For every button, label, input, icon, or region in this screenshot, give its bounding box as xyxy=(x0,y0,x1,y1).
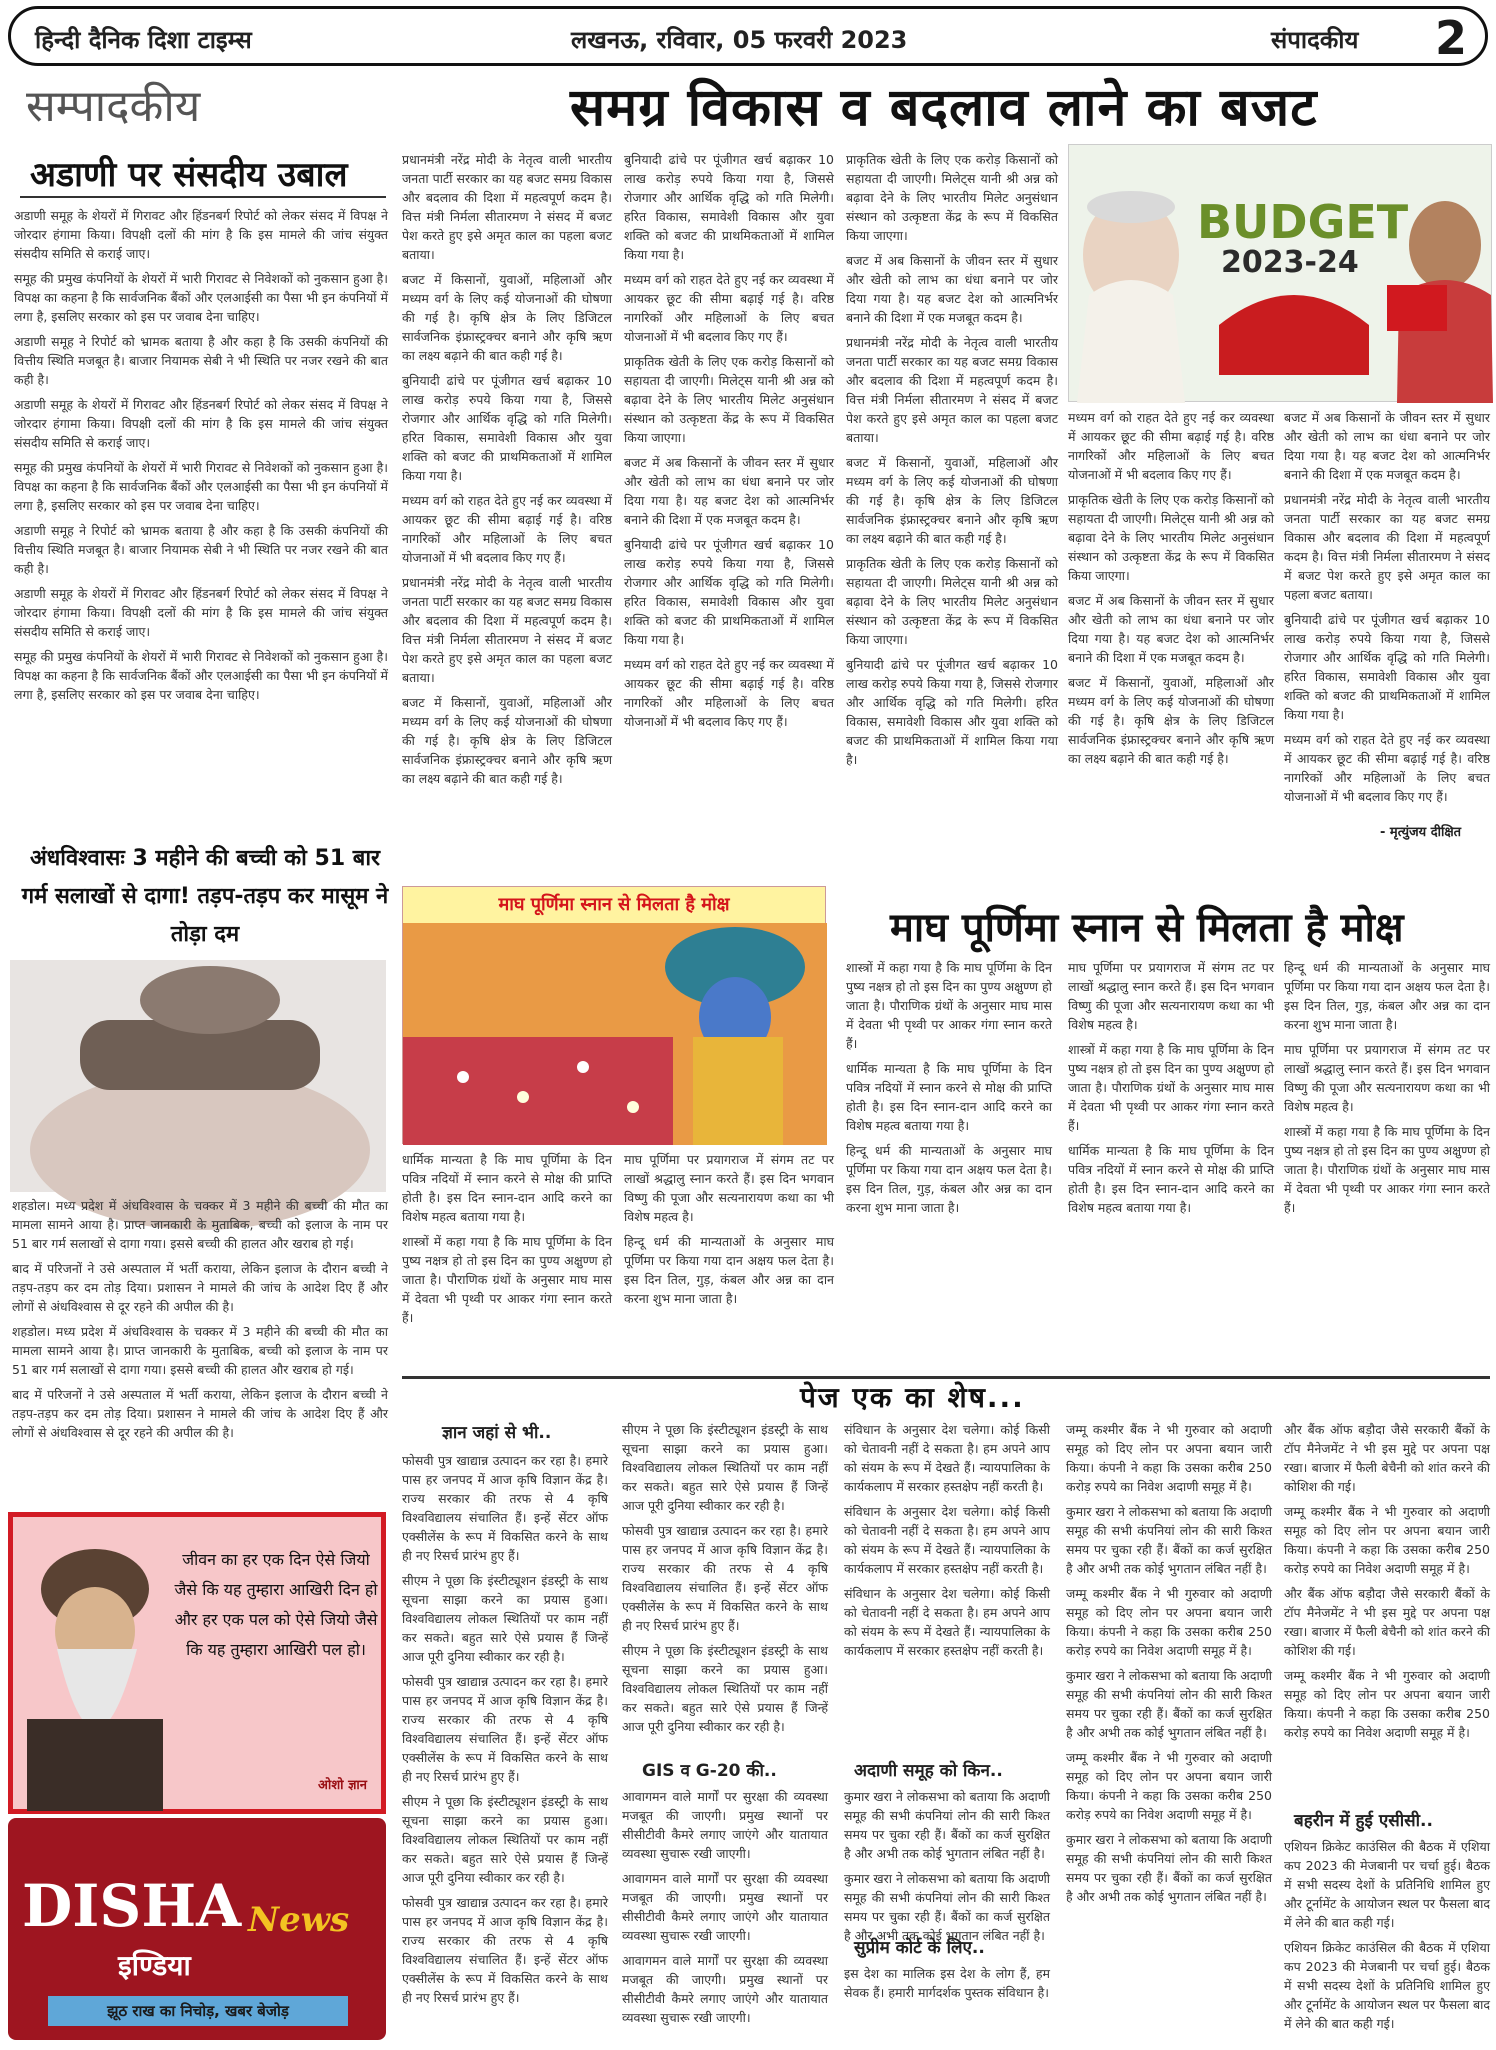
budget-byline: - मृत्युंजय दीक्षित xyxy=(1380,825,1462,840)
paragraph: बजट में अब किसानों के जीवन स्तर में सुधार और खेती को लाभ का धंधा बनाने पर जोर दिया गया है। यह बजट देश को आत्मनिर्भर बनाने की दिशा में एक मजबूत कदम है। xyxy=(1284,410,1490,482)
paragraph: आवागमन वाले मार्गों पर सुरक्षा की व्यवस्था मजबूत की जाएगी। प्रमुख स्थानों पर सीसीटीवी कैमरे लगाए जाएंगे और यातायात व्यवस्था सुचारू रखी जाएगी। xyxy=(622,1789,828,1861)
paragraph: शहडोल। मध्य प्रदेश में अंधविश्वास के चक्कर में 3 महीने की बच्ची की मौत का मामला सामने आया है। प्राप्त जानकारी के मुताबिक, बच्ची को इलाज के नाम पर 51 बार गर्म सलाखों से दागा गया। इससे बच्ची की हालत और खराब हो गई। xyxy=(12,1198,388,1251)
osho-portrait xyxy=(17,1519,167,1811)
divider xyxy=(20,196,386,198)
continued-col-5 xyxy=(1284,1420,1490,2040)
continued-text xyxy=(844,1420,1050,1750)
paragraph: हिन्दू धर्म की मान्यताओं के अनुसार माघ पूर्णिमा पर किया गया दान अक्षय फल देता है। इस दिन तिल, गुड़, कंबल और अन्न का दान करना शुभ माना जाता है। xyxy=(846,1143,1052,1215)
continued-col-1 xyxy=(402,1420,608,2040)
paragraph: एशियन क्रिकेट काउंसिल की बैठक में एशिया कप 2023 की मेजबानी पर चर्चा हुई। बैठक में सभी सदस्य देशों के प्रतिनिधि शामिल हुए और टूर्नामेंट के आयोजन स्थल पर फैसला बाद में लेने की बात कही गई। xyxy=(1284,1839,1490,1930)
paper-name: हिन्दी दैनिक दिशा टाइम्स xyxy=(35,26,252,54)
paragraph: सीएम ने पूछा कि इंस्टीट्यूशन इंडस्ट्री के साथ सूचना साझा करने का प्रयास हुआ। विश्वविद्यालय लोकल स्थितियों पर काम नहीं कर सकते। बहुत सारे ऐसे प्रयास हैं जिन्हें आज पूरी दुनिया स्वीकार कर रही है। xyxy=(402,1794,608,1885)
continued-text xyxy=(622,1787,828,2027)
paragraph: संविधान के अनुसार देश चलेगा। कोई किसी को चेतावनी नहीं दे सकता है। हम अपने आप को संयम के रूप में देखते हैं। न्यायपालिका के कार्यकलाप में सरकार हस्तक्षेप नहीं करती है। xyxy=(844,1422,1050,1494)
paragraph: बुनियादी ढांचे पर पूंजीगत खर्च बढ़ाकर 10 लाख करोड़ रुपये किया गया है, जिससे रोजगार और आर्थिक वृद्धि को गति मिलेगी। हरित विकास, समावेशी विकास और युवा शक्ति को बजट की प्राथमिकताओं में शामिल किया गया है। xyxy=(624,152,834,262)
maagh-col-2 xyxy=(624,1150,834,1372)
adani-headline: अडाणी पर संसदीय उबाल xyxy=(30,155,348,195)
budget-year: 2023-24 xyxy=(1221,245,1359,280)
continued-section xyxy=(402,1420,1490,2040)
budget-col-5 xyxy=(1284,408,1490,818)
paragraph: माघ पूर्णिमा पर प्रयागराज में संगम तट पर लाखों श्रद्धालु स्नान करते हैं। इस दिन भगवान विष्णु की पूजा और सत्यनारायण कथा का भी विशेष महत्व है। xyxy=(624,1152,834,1224)
paragraph: संविधान के अनुसार देश चलेगा। कोई किसी को चेतावनी नहीं दे सकता है। हम अपने आप को संयम के रूप में देखते हैं। न्यायपालिका के कार्यकलाप में सरकार हस्तक्षेप नहीं करती है। xyxy=(844,1504,1050,1576)
disha-logo: DISHA xyxy=(22,1872,242,1940)
continued-col-4 xyxy=(1066,1420,1272,2040)
continued-title: सुप्रीम कोर्ट के लिए.. xyxy=(854,1938,985,1958)
budget-col-2 xyxy=(624,150,834,880)
continued-text xyxy=(1066,1420,1272,2030)
paragraph: धार्मिक मान्यता है कि माघ पूर्णिमा के दिन पवित्र नदियों में स्नान करने से मोक्ष की प्राप्ति होती है। इस दिन स्नान-दान आदि करने का विशेष महत्व बताया गया है। xyxy=(846,1061,1052,1133)
paragraph: मध्यम वर्ग को राहत देते हुए नई कर व्यवस्था में आयकर छूट की सीमा बढ़ाई गई है। वरिष्ठ नागरिकों और महिलाओं के लिए बचत योजनाओं में भी बदलाव किए गए हैं। xyxy=(624,657,834,729)
paragraph: प्रधानमंत्री नरेंद्र मोदी के नेतृत्व वाली भारतीय जनता पार्टी सरकार का यह बजट समग्र विकास और बदलाव की दिशा में महत्वपूर्ण कदम है। वित्त मंत्री निर्मला सीतारमण ने संसद में बजट पेश करते हुए इसे अमृत काल का पहला बजट बताया। xyxy=(1284,492,1490,602)
paragraph: बाद में परिजनों ने उसे अस्पताल में भर्ती कराया, लेकिन इलाज के दौरान बच्ची ने तड़प-तड़प कर दम तोड़ दिया। प्रशासन ने मामले की जांच के आदेश दिए हैं और लोगों से अंधविश्वास से दूर रहने की अपील की है। xyxy=(12,1387,388,1440)
paragraph: धार्मिक मान्यता है कि माघ पूर्णिमा के दिन पवित्र नदियों में स्नान करने से मोक्ष की प्राप्ति होती है। इस दिन स्नान-दान आदि करने का विशेष महत्व बताया गया है। xyxy=(1068,1143,1274,1215)
masthead xyxy=(8,6,1488,66)
paragraph: एशियन क्रिकेट काउंसिल की बैठक में एशिया कप 2023 की मेजबानी पर चर्चा हुई। बैठक में सभी सदस्य देशों के प्रतिनिधि शामिल हुए और टूर्नामेंट के आयोजन स्थल पर फैसला बाद में लेने की बात कही गई। xyxy=(1284,1940,1490,2031)
paragraph: शहडोल। मध्य प्रदेश में अंधविश्वास के चक्कर में 3 महीने की बच्ची की मौत का मामला सामने आया है। प्राप्त जानकारी के मुताबिक, बच्ची को इलाज के नाम पर 51 बार गर्म सलाखों से दागा गया। इससे बच्ची की हालत और खराब हो गई। xyxy=(12,1324,388,1377)
paragraph: और बैंक ऑफ बड़ौदा जैसे सरकारी बैंकों के टॉप मैनेजमेंट ने भी इस मुद्दे पर अपना पक्ष रखा। बाजार में फैली बेचैनी को शांत करने की कोशिश की गई। xyxy=(1284,1586,1490,1658)
paragraph: बुनियादी ढांचे पर पूंजीगत खर्च बढ़ाकर 10 लाख करोड़ रुपये किया गया है, जिससे रोजगार और आर्थिक वृद्धि को गति मिलेगी। हरित विकास, समावेशी विकास और युवा शक्ति को बजट की प्राथमिकताओं में शामिल किया गया है। xyxy=(624,537,834,647)
paragraph: कुमार खरा ने लोकसभा को बताया कि अदाणी समूह की सभी कंपनियां लोन की सारी किश्त समय पर चुका रही हैं। बैंकों का कर्ज सुरक्षित है और अभी तक कोई भुगतान लंबित नहीं है। xyxy=(844,1789,1050,1861)
paragraph: और बैंक ऑफ बड़ौदा जैसे सरकारी बैंकों के टॉप मैनेजमेंट ने भी इस मुद्दे पर अपना पक्ष रखा। बाजार में फैली बेचैनी को शांत करने की कोशिश की गई। xyxy=(1284,1422,1490,1494)
paragraph: सीएम ने पूछा कि इंस्टीट्यूशन इंडस्ट्री के साथ सूचना साझा करने का प्रयास हुआ। विश्वविद्यालय लोकल स्थितियों पर काम नहीं कर सकते। बहुत सारे ऐसे प्रयास हैं जिन्हें आज पूरी दुनिया स्वीकार कर रही है। xyxy=(622,1643,828,1734)
maagh-col-3 xyxy=(846,958,1052,1372)
paragraph: जम्मू कश्मीर बैंक ने भी गुरुवार को अदाणी समूह को दिए लोन पर अपना बयान जारी किया। कंपनी ने कहा कि उसका करीब 250 करोड़ रुपये का निवेश अदाणी समूह में है। xyxy=(1284,1504,1490,1576)
budget-col-3 xyxy=(846,150,1058,880)
paragraph: जम्मू कश्मीर बैंक ने भी गुरुवार को अदाणी समूह को दिए लोन पर अपना बयान जारी किया। कंपनी ने कहा कि उसका करीब 250 करोड़ रुपये का निवेश अदाणी समूह में है। xyxy=(1066,1422,1272,1494)
osho-quote-text: जीवन का हर एक दिन ऐसे जियो जैसे कि यह तुम्हारा आखिरी दिन हो और हर एक पल को ऐसे जियो जैसे कि यह तुम्हारा आखिरी पल हो। xyxy=(174,1550,378,1659)
paragraph: प्राकृतिक खेती के लिए एक करोड़ किसानों को सहायता दी जाएगी। मिलेट्स यानी श्री अन्न को बढ़ावा देने के लिए भारतीय मिलेट अनुसंधान संस्थान को उत्कृष्टता केंद्र के रूप में विकसित किया जाएगा। xyxy=(624,354,834,445)
budget-title: BUDGET xyxy=(1197,195,1409,249)
osho-quote-ad xyxy=(8,1512,386,1814)
continued-title: GIS व G-20 की.. xyxy=(642,1761,777,1781)
paragraph: बजट में किसानों, युवाओं, महिलाओं और मध्यम वर्ग के लिए कई योजनाओं की घोषणा की गई है। कृषि क्षेत्र के लिए डिजिटल सार्वजनिक इंफ्रास्ट्रक्चर बनाने और कृषि ऋण का लक्ष्य बढ़ाने की बात कही गई है। xyxy=(846,455,1058,546)
paragraph: शास्त्रों में कहा गया है कि माघ पूर्णिमा के दिन पुष्य नक्षत्र हो तो इस दिन का पुण्य अक्षुण्ण हो जाता है। पौराणिक ग्रंथों के अनुसार माघ मास में देवता भी पृथ्वी पर आकर गंगा स्नान करते हैं। xyxy=(846,960,1052,1051)
paragraph: संविधान के अनुसार देश चलेगा। कोई किसी को चेतावनी नहीं दे सकता है। हम अपने आप को संयम के रूप में देखते हैं। न्यायपालिका के कार्यकलाप में सरकार हस्तक्षेप नहीं करती है। xyxy=(844,1586,1050,1658)
paragraph: कुमार खरा ने लोकसभा को बताया कि अदाणी समूह की सभी कंपनियां लोन की सारी किश्त समय पर चुका रही हैं। बैंकों का कर्ज सुरक्षित है और अभी तक कोई भुगतान लंबित नहीं है। xyxy=(1066,1504,1272,1576)
paragraph: मध्यम वर्ग को राहत देते हुए नई कर व्यवस्था में आयकर छूट की सीमा बढ़ाई गई है। वरिष्ठ नागरिकों और महिलाओं के लिए बचत योजनाओं में भी बदलाव किए गए हैं। xyxy=(402,493,612,565)
continued-title: बहरीन में हुई एसीसी.. xyxy=(1294,1811,1433,1831)
paragraph: फोसवी पुत्र खाद्यान्न उत्पादन कर रहा है। हमारे पास हर जनपद में आज कृषि विज्ञान केंद्र है। राज्य सरकार की तरफ से 4 कृषि विश्वविद्यालय संचालित हैं। इन्हें सेंटर ऑफ एक्सीलेंस के रूप में विकसित करने के साथ ही नए रिसर्च प्रारंभ हुए हैं। xyxy=(402,1453,608,1563)
paragraph: बुनियादी ढांचे पर पूंजीगत खर्च बढ़ाकर 10 लाख करोड़ रुपये किया गया है, जिससे रोजगार और आर्थिक वृद्धि को गति मिलेगी। हरित विकास, समावेशी विकास और युवा शक्ति को बजट की प्राथमिकताओं में शामिल किया गया है। xyxy=(1284,612,1490,722)
paragraph: इस देश का मालिक इस देश के लोग हैं, हम सेवक हैं। हमारी मार्गदर्शक पुस्तक संविधान है। xyxy=(844,1966,1050,2000)
paragraph: प्रधानमंत्री नरेंद्र मोदी के नेतृत्व वाली भारतीय जनता पार्टी सरकार का यह बजट समग्र विकास और बदलाव की दिशा में महत्वपूर्ण कदम है। वित्त मंत्री निर्मला सीतारमण ने संसद में बजट पेश करते हुए इसे अमृत काल का पहला बजट बताया। xyxy=(402,575,612,685)
adani-article xyxy=(14,206,388,846)
section-title: सम्पादकीय xyxy=(26,81,201,132)
budget-col-1 xyxy=(402,150,612,880)
paragraph: सीएम ने पूछा कि इंस्टीट्यूशन इंडस्ट्री के साथ सूचना साझा करने का प्रयास हुआ। विश्वविद्यालय लोकल स्थितियों पर काम नहीं कर सकते। बहुत सारे ऐसे प्रयास हैं जिन्हें आज पूरी दुनिया स्वीकार कर रही है। xyxy=(402,1573,608,1664)
paragraph: माघ पूर्णिमा पर प्रयागराज में संगम तट पर लाखों श्रद्धालु स्नान करते हैं। इस दिन भगवान विष्णु की पूजा और सत्यनारायण कथा का भी विशेष महत्व है। xyxy=(1284,1042,1490,1114)
paragraph: आवागमन वाले मार्गों पर सुरक्षा की व्यवस्था मजबूत की जाएगी। प्रमुख स्थानों पर सीसीटीवी कैमरे लगाए जाएंगे और यातायात व्यवस्था सुचारू रखी जाएगी। xyxy=(622,1871,828,1943)
paragraph: आवागमन वाले मार्गों पर सुरक्षा की व्यवस्था मजबूत की जाएगी। प्रमुख स्थानों पर सीसीटीवी कैमरे लगाए जाएंगे और यातायात व्यवस्था सुचारू रखी जाएगी। xyxy=(622,1953,828,2025)
paragraph: जम्मू कश्मीर बैंक ने भी गुरुवार को अदाणी समूह को दिए लोन पर अपना बयान जारी किया। कंपनी ने कहा कि उसका करीब 250 करोड़ रुपये का निवेश अदाणी समूह में है। xyxy=(1066,1750,1272,1822)
paragraph: बजट में किसानों, युवाओं, महिलाओं और मध्यम वर्ग के लिए कई योजनाओं की घोषणा की गई है। कृषि क्षेत्र के लिए डिजिटल सार्वजनिक इंफ्रास्ट्रक्चर बनाने और कृषि ऋण का लक्ष्य बढ़ाने की बात कही गई है। xyxy=(402,272,612,363)
continued-text xyxy=(844,1964,1050,2024)
paragraph: अडाणी समूह ने रिपोर्ट को भ्रामक बताया है और कहा है कि उसकी कंपनियों की वित्तीय स्थिति मजबूत है। बाजार नियामक सेबी ने भी स्थिति पर नजर रखने की बात कही है। xyxy=(14,523,388,576)
paragraph: कुमार खरा ने लोकसभा को बताया कि अदाणी समूह की सभी कंपनियां लोन की सारी किश्त समय पर चुका रही हैं। बैंकों का कर्ज सुरक्षित है और अभी तक कोई भुगतान लंबित नहीं है। xyxy=(1066,1668,1272,1740)
paragraph: बजट में अब किसानों के जीवन स्तर में सुधार और खेती को लाभ का धंधा बनाने पर जोर दिया गया है। यह बजट देश को आत्मनिर्भर बनाने की दिशा में एक मजबूत कदम है। xyxy=(1068,593,1274,665)
paragraph: कुमार खरा ने लोकसभा को बताया कि अदाणी समूह की सभी कंपनियां लोन की सारी किश्त समय पर चुका रही हैं। बैंकों का कर्ज सुरक्षित है और अभी तक कोई भुगतान लंबित नहीं है। xyxy=(844,1871,1050,1943)
maagh-image xyxy=(402,886,826,1144)
superstition-headline: अंधविश्वासः 3 महीने की बच्ची को 51 बार गर्म सलाखों से दागा! तड़प-तड़प कर मासूम ने तोड़ा दम xyxy=(21,846,389,947)
paragraph: मध्यम वर्ग को राहत देते हुए नई कर व्यवस्था में आयकर छूट की सीमा बढ़ाई गई है। वरिष्ठ नागरिकों और महिलाओं के लिए बचत योजनाओं में भी बदलाव किए गए हैं। xyxy=(1068,410,1274,482)
paragraph: माघ पूर्णिमा पर प्रयागराज में संगम तट पर लाखों श्रद्धालु स्नान करते हैं। इस दिन भगवान विष्णु की पूजा और सत्यनारायण कथा का भी विशेष महत्व है। xyxy=(1068,960,1274,1032)
continued-col-2 xyxy=(622,1420,828,2040)
paragraph: बुनियादी ढांचे पर पूंजीगत खर्च बढ़ाकर 10 लाख करोड़ रुपये किया गया है, जिससे रोजगार और आर्थिक वृद्धि को गति मिलेगी। हरित विकास, समावेशी विकास और युवा शक्ति को बजट की प्राथमिकताओं में शामिल किया गया है। xyxy=(846,657,1058,767)
paragraph: अडाणी समूह ने रिपोर्ट को भ्रामक बताया है और कहा है कि उसकी कंपनियों की वित्तीय स्थिति मजबूत है। बाजार नियामक सेबी ने भी स्थिति पर नजर रखने की बात कही है। xyxy=(14,334,388,387)
maagh-headline: माघ पूर्णिमा स्नान से मिलता है मोक्ष xyxy=(890,905,1404,951)
paragraph: मध्यम वर्ग को राहत देते हुए नई कर व्यवस्था में आयकर छूट की सीमा बढ़ाई गई है। वरिष्ठ नागरिकों और महिलाओं के लिए बचत योजनाओं में भी बदलाव किए गए हैं। xyxy=(624,272,834,344)
continued-text xyxy=(622,1420,828,1750)
paragraph: समूह की प्रमुख कंपनियों के शेयरों में भारी गिरावट से निवेशकों को नुकसान हुआ है। विपक्ष का कहना है कि सार्वजनिक बैंकों और एलआईसी का पैसा भी इन कंपनियों में लगा है, इसलिए सरकार को इस पर जवाब देना चाहिए। xyxy=(14,460,388,513)
child-photo xyxy=(10,960,386,1192)
continued-text xyxy=(844,1787,1050,1943)
paragraph: अडाणी समूह के शेयरों में गिरावट और हिंडनबर्ग रिपोर्ट को लेकर संसद में विपक्ष ने जोरदार हंगामा किया। विपक्षी दलों की मांग है कि इस मामले की जांच संयुक्त संसदीय समिति से कराई जाए। xyxy=(14,397,388,450)
paragraph: हिन्दू धर्म की मान्यताओं के अनुसार माघ पूर्णिमा पर किया गया दान अक्षय फल देता है। इस दिन तिल, गुड़, कंबल और अन्न का दान करना शुभ माना जाता है। xyxy=(1284,960,1490,1032)
disha-news-wordmark: News xyxy=(248,1900,350,1940)
paragraph: शास्त्रों में कहा गया है कि माघ पूर्णिमा के दिन पुष्य नक्षत्र हो तो इस दिन का पुण्य अक्षुण्ण हो जाता है। पौराणिक ग्रंथों के अनुसार माघ मास में देवता भी पृथ्वी पर आकर गंगा स्नान करते हैं। xyxy=(402,1234,612,1325)
paragraph: हिन्दू धर्म की मान्यताओं के अनुसार माघ पूर्णिमा पर किया गया दान अक्षय फल देता है। इस दिन तिल, गुड़, कंबल और अन्न का दान करना शुभ माना जाता है। xyxy=(624,1234,834,1306)
paragraph: मध्यम वर्ग को राहत देते हुए नई कर व्यवस्था में आयकर छूट की सीमा बढ़ाई गई है। वरिष्ठ नागरिकों और महिलाओं के लिए बचत योजनाओं में भी बदलाव किए गए हैं। xyxy=(1284,732,1490,804)
disha-tagline: झूठ राख का निचोड़, खबर बेजोड़ xyxy=(48,1996,348,2026)
budget-graphic xyxy=(1068,144,1492,402)
paragraph: शास्त्रों में कहा गया है कि माघ पूर्णिमा के दिन पुष्य नक्षत्र हो तो इस दिन का पुण्य अक्षुण्ण हो जाता है। पौराणिक ग्रंथों के अनुसार माघ मास में देवता भी पृथ्वी पर आकर गंगा स्नान करते हैं। xyxy=(1284,1124,1490,1215)
paragraph: बजट में अब किसानों के जीवन स्तर में सुधार और खेती को लाभ का धंधा बनाने पर जोर दिया गया है। यह बजट देश को आत्मनिर्भर बनाने की दिशा में एक मजबूत कदम है। xyxy=(846,253,1058,325)
paragraph: बाद में परिजनों ने उसे अस्पताल में भर्ती कराया, लेकिन इलाज के दौरान बच्ची ने तड़प-तड़प कर दम तोड़ दिया। प्रशासन ने मामले की जांच के आदेश दिए हैं और लोगों से अंधविश्वास से दूर रहने की अपील की है। xyxy=(12,1261,388,1314)
disha-country: इण्डिया xyxy=(118,1949,191,1982)
paragraph: सीएम ने पूछा कि इंस्टीट्यूशन इंडस्ट्री के साथ सूचना साझा करने का प्रयास हुआ। विश्वविद्यालय लोकल स्थितियों पर काम नहीं कर सकते। बहुत सारे ऐसे प्रयास हैं जिन्हें आज पूरी दुनिया स्वीकार कर रही है। xyxy=(622,1422,828,1513)
paragraph: बजट में किसानों, युवाओं, महिलाओं और मध्यम वर्ग के लिए कई योजनाओं की घोषणा की गई है। कृषि क्षेत्र के लिए डिजिटल सार्वजनिक इंफ्रास्ट्रक्चर बनाने और कृषि ऋण का लक्ष्य बढ़ाने की बात कही गई है। xyxy=(1068,675,1274,766)
paragraph: जम्मू कश्मीर बैंक ने भी गुरुवार को अदाणी समूह को दिए लोन पर अपना बयान जारी किया। कंपनी ने कहा कि उसका करीब 250 करोड़ रुपये का निवेश अदाणी समूह में है। xyxy=(1066,1586,1272,1658)
maagh-col-1 xyxy=(402,1150,612,1372)
paragraph: अडाणी समूह के शेयरों में गिरावट और हिंडनबर्ग रिपोर्ट को लेकर संसद में विपक्ष ने जोरदार हंगामा किया। विपक्षी दलों की मांग है कि इस मामले की जांच संयुक्त संसदीय समिति से कराई जाए। xyxy=(14,208,388,261)
continued-title: ज्ञान जहां से भी.. xyxy=(442,1423,552,1443)
continued-text xyxy=(402,1451,608,2011)
paragraph: कुमार खरा ने लोकसभा को बताया कि अदाणी समूह की सभी कंपनियां लोन की सारी किश्त समय पर चुका रही हैं। बैंकों का कर्ज सुरक्षित है और अभी तक कोई भुगतान लंबित नहीं है। xyxy=(1066,1832,1272,1904)
continued-title: अदाणी समूह को किन.. xyxy=(854,1761,1003,1781)
paragraph: समूह की प्रमुख कंपनियों के शेयरों में भारी गिरावट से निवेशकों को नुकसान हुआ है। विपक्ष का कहना है कि सार्वजनिक बैंकों और एलआईसी का पैसा भी इन कंपनियों में लगा है, इसलिए सरकार को इस पर जवाब देना चाहिए। xyxy=(14,271,388,324)
maagh-illustration xyxy=(403,887,827,1145)
osho-signature: ओशो ज्ञान xyxy=(318,1778,367,1793)
paragraph: फोसवी पुत्र खाद्यान्न उत्पादन कर रहा है। हमारे पास हर जनपद में आज कृषि विज्ञान केंद्र है। राज्य सरकार की तरफ से 4 कृषि विश्वविद्यालय संचालित हैं। इन्हें सेंटर ऑफ एक्सीलेंस के रूप में विकसित करने के साथ ही नए रिसर्च प्रारंभ हुए हैं। xyxy=(402,1895,608,2005)
paragraph: बजट में किसानों, युवाओं, महिलाओं और मध्यम वर्ग के लिए कई योजनाओं की घोषणा की गई है। कृषि क्षेत्र के लिए डिजिटल सार्वजनिक इंफ्रास्ट्रक्चर बनाने और कृषि ऋण का लक्ष्य बढ़ाने की बात कही गई है। xyxy=(402,695,612,786)
paragraph: फोसवी पुत्र खाद्यान्न उत्पादन कर रहा है। हमारे पास हर जनपद में आज कृषि विज्ञान केंद्र है। राज्य सरकार की तरफ से 4 कृषि विश्वविद्यालय संचालित हैं। इन्हें सेंटर ऑफ एक्सीलेंस के रूप में विकसित करने के साथ ही नए रिसर्च प्रारंभ हुए हैं। xyxy=(622,1523,828,1633)
child-photo-illustration xyxy=(10,960,386,1192)
continued-col-3 xyxy=(844,1420,1050,2040)
paragraph: अडाणी समूह के शेयरों में गिरावट और हिंडनबर्ग रिपोर्ट को लेकर संसद में विपक्ष ने जोरदार हंगामा किया। विपक्षी दलों की मांग है कि इस मामले की जांच संयुक्त संसदीय समिति से कराई जाए। xyxy=(14,586,388,639)
maagh-image-banner: माघ पूर्णिमा स्नान से मिलता है मोक्ष xyxy=(403,887,825,923)
continued-text xyxy=(1284,1420,1490,1800)
superstition-article xyxy=(12,1196,388,1506)
disha-news-ad xyxy=(8,1818,386,2040)
maagh-col-4 xyxy=(1068,958,1274,1372)
paragraph: प्रधानमंत्री नरेंद्र मोदी के नेतृत्व वाली भारतीय जनता पार्टी सरकार का यह बजट समग्र विकास और बदलाव की दिशा में महत्वपूर्ण कदम है। वित्त मंत्री निर्मला सीतारमण ने संसद में बजट पेश करते हुए इसे अमृत काल का पहला बजट बताया। xyxy=(402,152,612,262)
page-shesh-heading: पेज एक का शेष... xyxy=(800,1381,1025,1414)
paragraph: प्राकृतिक खेती के लिए एक करोड़ किसानों को सहायता दी जाएगी। मिलेट्स यानी श्री अन्न को बढ़ावा देने के लिए भारतीय मिलेट अनुसंधान संस्थान को उत्कृष्टता केंद्र के रूप में विकसित किया जाएगा। xyxy=(1068,492,1274,583)
maagh-col-5 xyxy=(1284,958,1490,1372)
paragraph: धार्मिक मान्यता है कि माघ पूर्णिमा के दिन पवित्र नदियों में स्नान करने से मोक्ष की प्राप्ति होती है। इस दिन स्नान-दान आदि करने का विशेष महत्व बताया गया है। xyxy=(402,1152,612,1224)
continued-text xyxy=(1284,1837,1490,2031)
paragraph: प्राकृतिक खेती के लिए एक करोड़ किसानों को सहायता दी जाएगी। मिलेट्स यानी श्री अन्न को बढ़ावा देने के लिए भारतीय मिलेट अनुसंधान संस्थान को उत्कृष्टता केंद्र के रूप में विकसित किया जाएगा। xyxy=(846,556,1058,647)
paragraph: जम्मू कश्मीर बैंक ने भी गुरुवार को अदाणी समूह को दिए लोन पर अपना बयान जारी किया। कंपनी ने कहा कि उसका करीब 250 करोड़ रुपये का निवेश अदाणी समूह में है। xyxy=(1284,1668,1490,1740)
dateline: लखनऊ, रविवार, 05 फरवरी 2023 xyxy=(571,26,908,54)
masthead-section: संपादकीय xyxy=(1271,26,1359,54)
page-number: 2 xyxy=(1434,11,1467,65)
paragraph: प्राकृतिक खेती के लिए एक करोड़ किसानों को सहायता दी जाएगी। मिलेट्स यानी श्री अन्न को बढ़ावा देने के लिए भारतीय मिलेट अनुसंधान संस्थान को उत्कृष्टता केंद्र के रूप में विकसित किया जाएगा। xyxy=(846,152,1058,243)
paragraph: समूह की प्रमुख कंपनियों के शेयरों में भारी गिरावट से निवेशकों को नुकसान हुआ है। विपक्ष का कहना है कि सार्वजनिक बैंकों और एलआईसी का पैसा भी इन कंपनियों में लगा है, इसलिए सरकार को इस पर जवाब देना चाहिए। xyxy=(14,649,388,702)
paragraph: शास्त्रों में कहा गया है कि माघ पूर्णिमा के दिन पुष्य नक्षत्र हो तो इस दिन का पुण्य अक्षुण्ण हो जाता है। पौराणिक ग्रंथों के अनुसार माघ मास में देवता भी पृथ्वी पर आकर गंगा स्नान करते हैं। xyxy=(1068,1042,1274,1133)
paragraph: फोसवी पुत्र खाद्यान्न उत्पादन कर रहा है। हमारे पास हर जनपद में आज कृषि विज्ञान केंद्र है। राज्य सरकार की तरफ से 4 कृषि विश्वविद्यालय संचालित हैं। इन्हें सेंटर ऑफ एक्सीलेंस के रूप में विकसित करने के साथ ही नए रिसर्च प्रारंभ हुए हैं। xyxy=(402,1674,608,1784)
paragraph: प्रधानमंत्री नरेंद्र मोदी के नेतृत्व वाली भारतीय जनता पार्टी सरकार का यह बजट समग्र विकास और बदलाव की दिशा में महत्वपूर्ण कदम है। वित्त मंत्री निर्मला सीतारमण ने संसद में बजट पेश करते हुए इसे अमृत काल का पहला बजट बताया। xyxy=(846,335,1058,445)
budget-col-4 xyxy=(1068,408,1274,828)
paragraph: बजट में अब किसानों के जीवन स्तर में सुधार और खेती को लाभ का धंधा बनाने पर जोर दिया गया है। यह बजट देश को आत्मनिर्भर बनाने की दिशा में एक मजबूत कदम है। xyxy=(624,455,834,527)
main-headline: समग्र विकास व बदलाव लाने का बजट xyxy=(570,78,1318,138)
paragraph: बुनियादी ढांचे पर पूंजीगत खर्च बढ़ाकर 10 लाख करोड़ रुपये किया गया है, जिससे रोजगार और आर्थिक वृद्धि को गति मिलेगी। हरित विकास, समावेशी विकास और युवा शक्ति को बजट की प्राथमिकताओं में शामिल किया गया है। xyxy=(402,373,612,483)
